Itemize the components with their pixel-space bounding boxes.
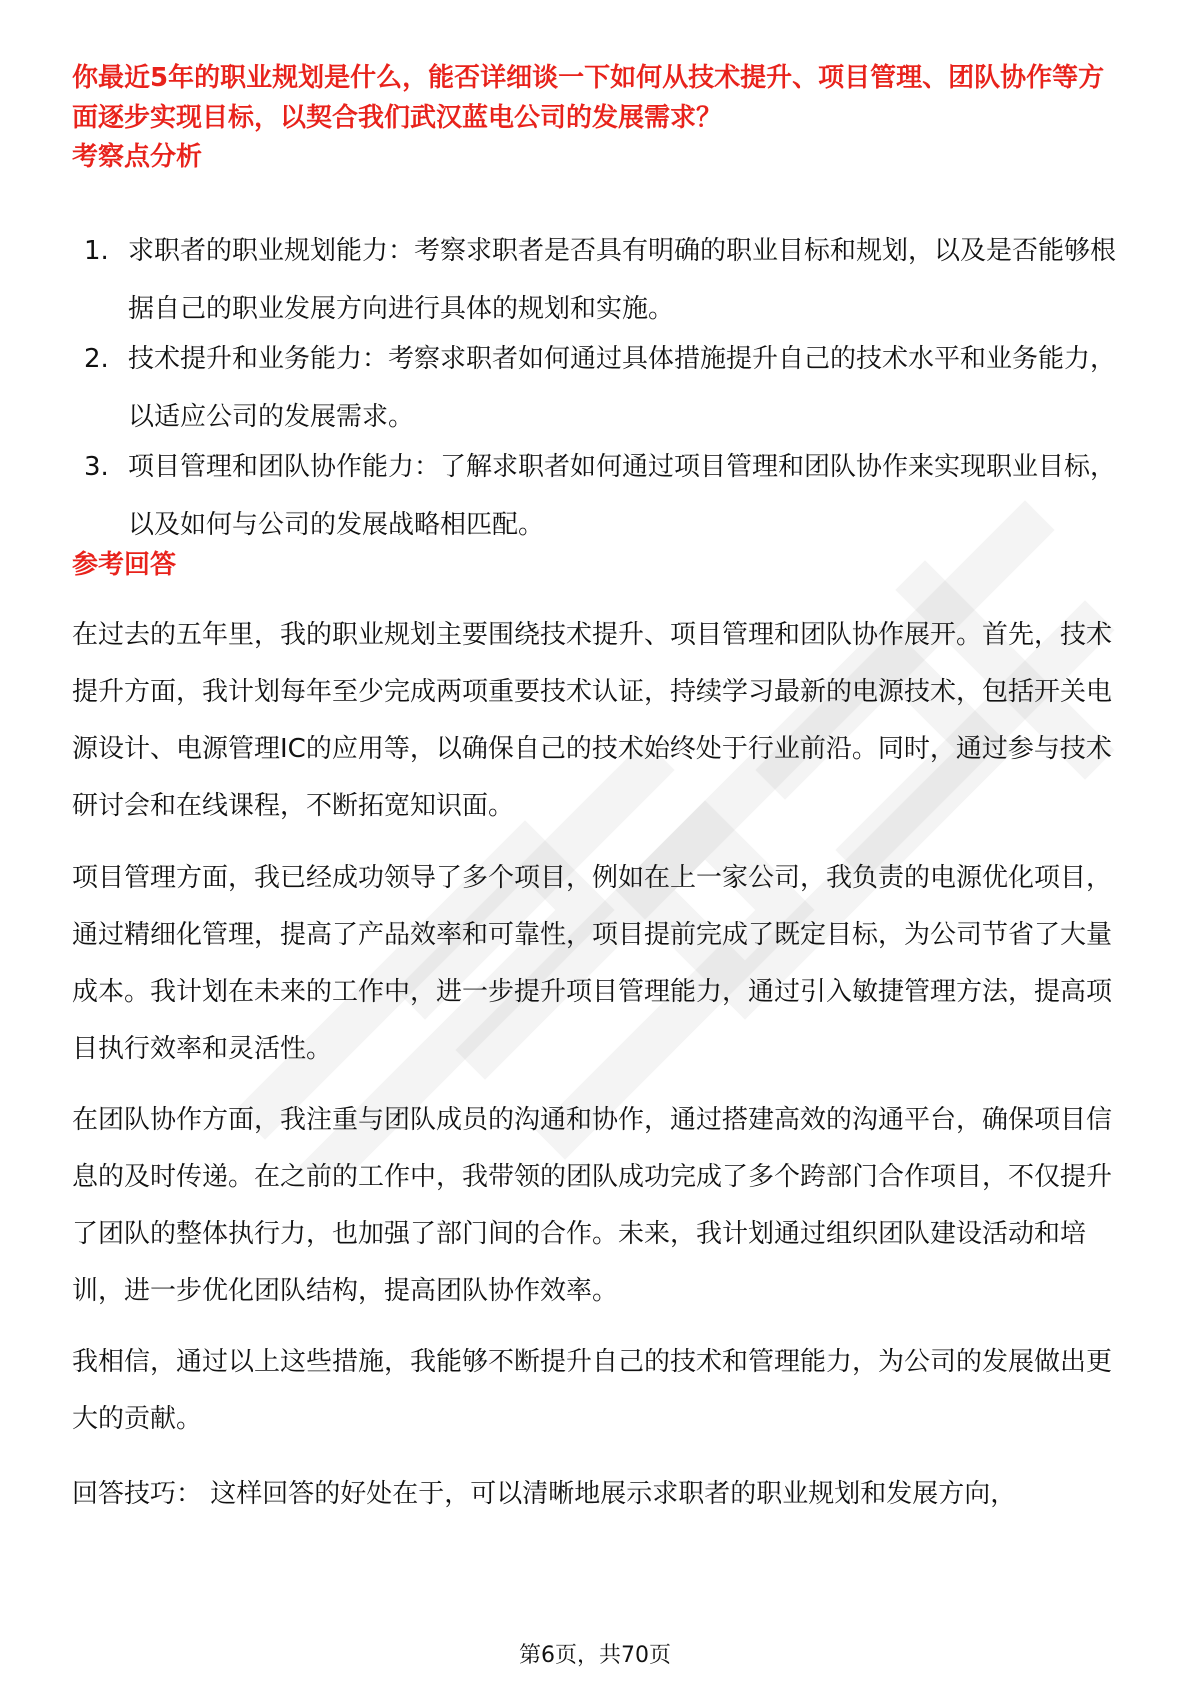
list-item xyxy=(84,438,1124,546)
answer-paragraph: 在团队协作方面，我注重与团队成员的沟通和协作，通过搭建高效的沟通平台，确保项目信息的及时传递。在之前的工作中，我带领的团队成功完成了多个跨部门合作项目，不仅提升了团队的整体执行力，也加强了部门间的合作。未来，我计划通过组织团队建设活动和培训，进一步优化团队结构，提高团队协作效率。 xyxy=(72,1105,1113,1306)
list-text: 项目管理和团队协作能力：了解求职者如何通过项目管理和团队协作来实现职业目标，以及如何与公司的发展战略相匹配。 xyxy=(128,452,1117,540)
list-text: 技术提升和业务能力：考察求职者如何通过具体措施提升自己的技术水平和业务能力，以适应公司的发展需求。 xyxy=(128,344,1117,432)
page-number: 第6页，共70页 xyxy=(519,1643,671,1668)
analysis-title: 考察点分析 xyxy=(72,142,203,172)
answer-tip: 回答技巧： 这样回答的好处在于，可以清晰地展示求职者的职业规划和发展方向， xyxy=(72,1479,1017,1509)
list-number: 1. xyxy=(84,236,109,266)
analysis-point-list xyxy=(84,222,1124,546)
list-number: 2. xyxy=(84,344,109,374)
question-heading: 你最近5年的职业规划是什么，能否详细谈一下如何从技术提升、项目管理、团队协作等方面逐步实现目标，以契合我们武汉蓝电公司的发展需求？ xyxy=(72,63,1105,133)
list-item xyxy=(84,330,1124,438)
answer-paragraph: 在过去的五年里，我的职业规划主要围绕技术提升、项目管理和团队协作展开。首先，技术提升方面，我计划每年至少完成两项重要技术认证，持续学习最新的电源技术，包括开关电源设计、电源管理IC的应用等，以确保自己的技术始终处于行业前沿。同时，通过参与技术研讨会和在线课程，不断拓宽知识面。 xyxy=(72,620,1113,821)
list-number: 3. xyxy=(84,452,109,482)
list-item xyxy=(84,222,1124,330)
answer-paragraph: 我相信，通过以上这些措施，我能够不断提升自己的技术和管理能力，为公司的发展做出更大的贡献。 xyxy=(72,1347,1113,1434)
answer-title: 参考回答 xyxy=(72,550,177,580)
answer-paragraph: 项目管理方面，我已经成功领导了多个项目，例如在上一家公司，我负责的电源优化项目，通过精细化管理，提高了产品效率和可靠性，项目提前完成了既定目标，为公司节省了大量成本。我计划在未来的工作中，进一步提升项目管理能力，通过引入敏捷管理方法，提高项目执行效率和灵活性。 xyxy=(72,863,1113,1064)
list-text: 求职者的职业规划能力：考察求职者是否具有明确的职业目标和规划，以及是否能够根据自己的职业发展方向进行具体的规划和实施。 xyxy=(128,236,1117,324)
